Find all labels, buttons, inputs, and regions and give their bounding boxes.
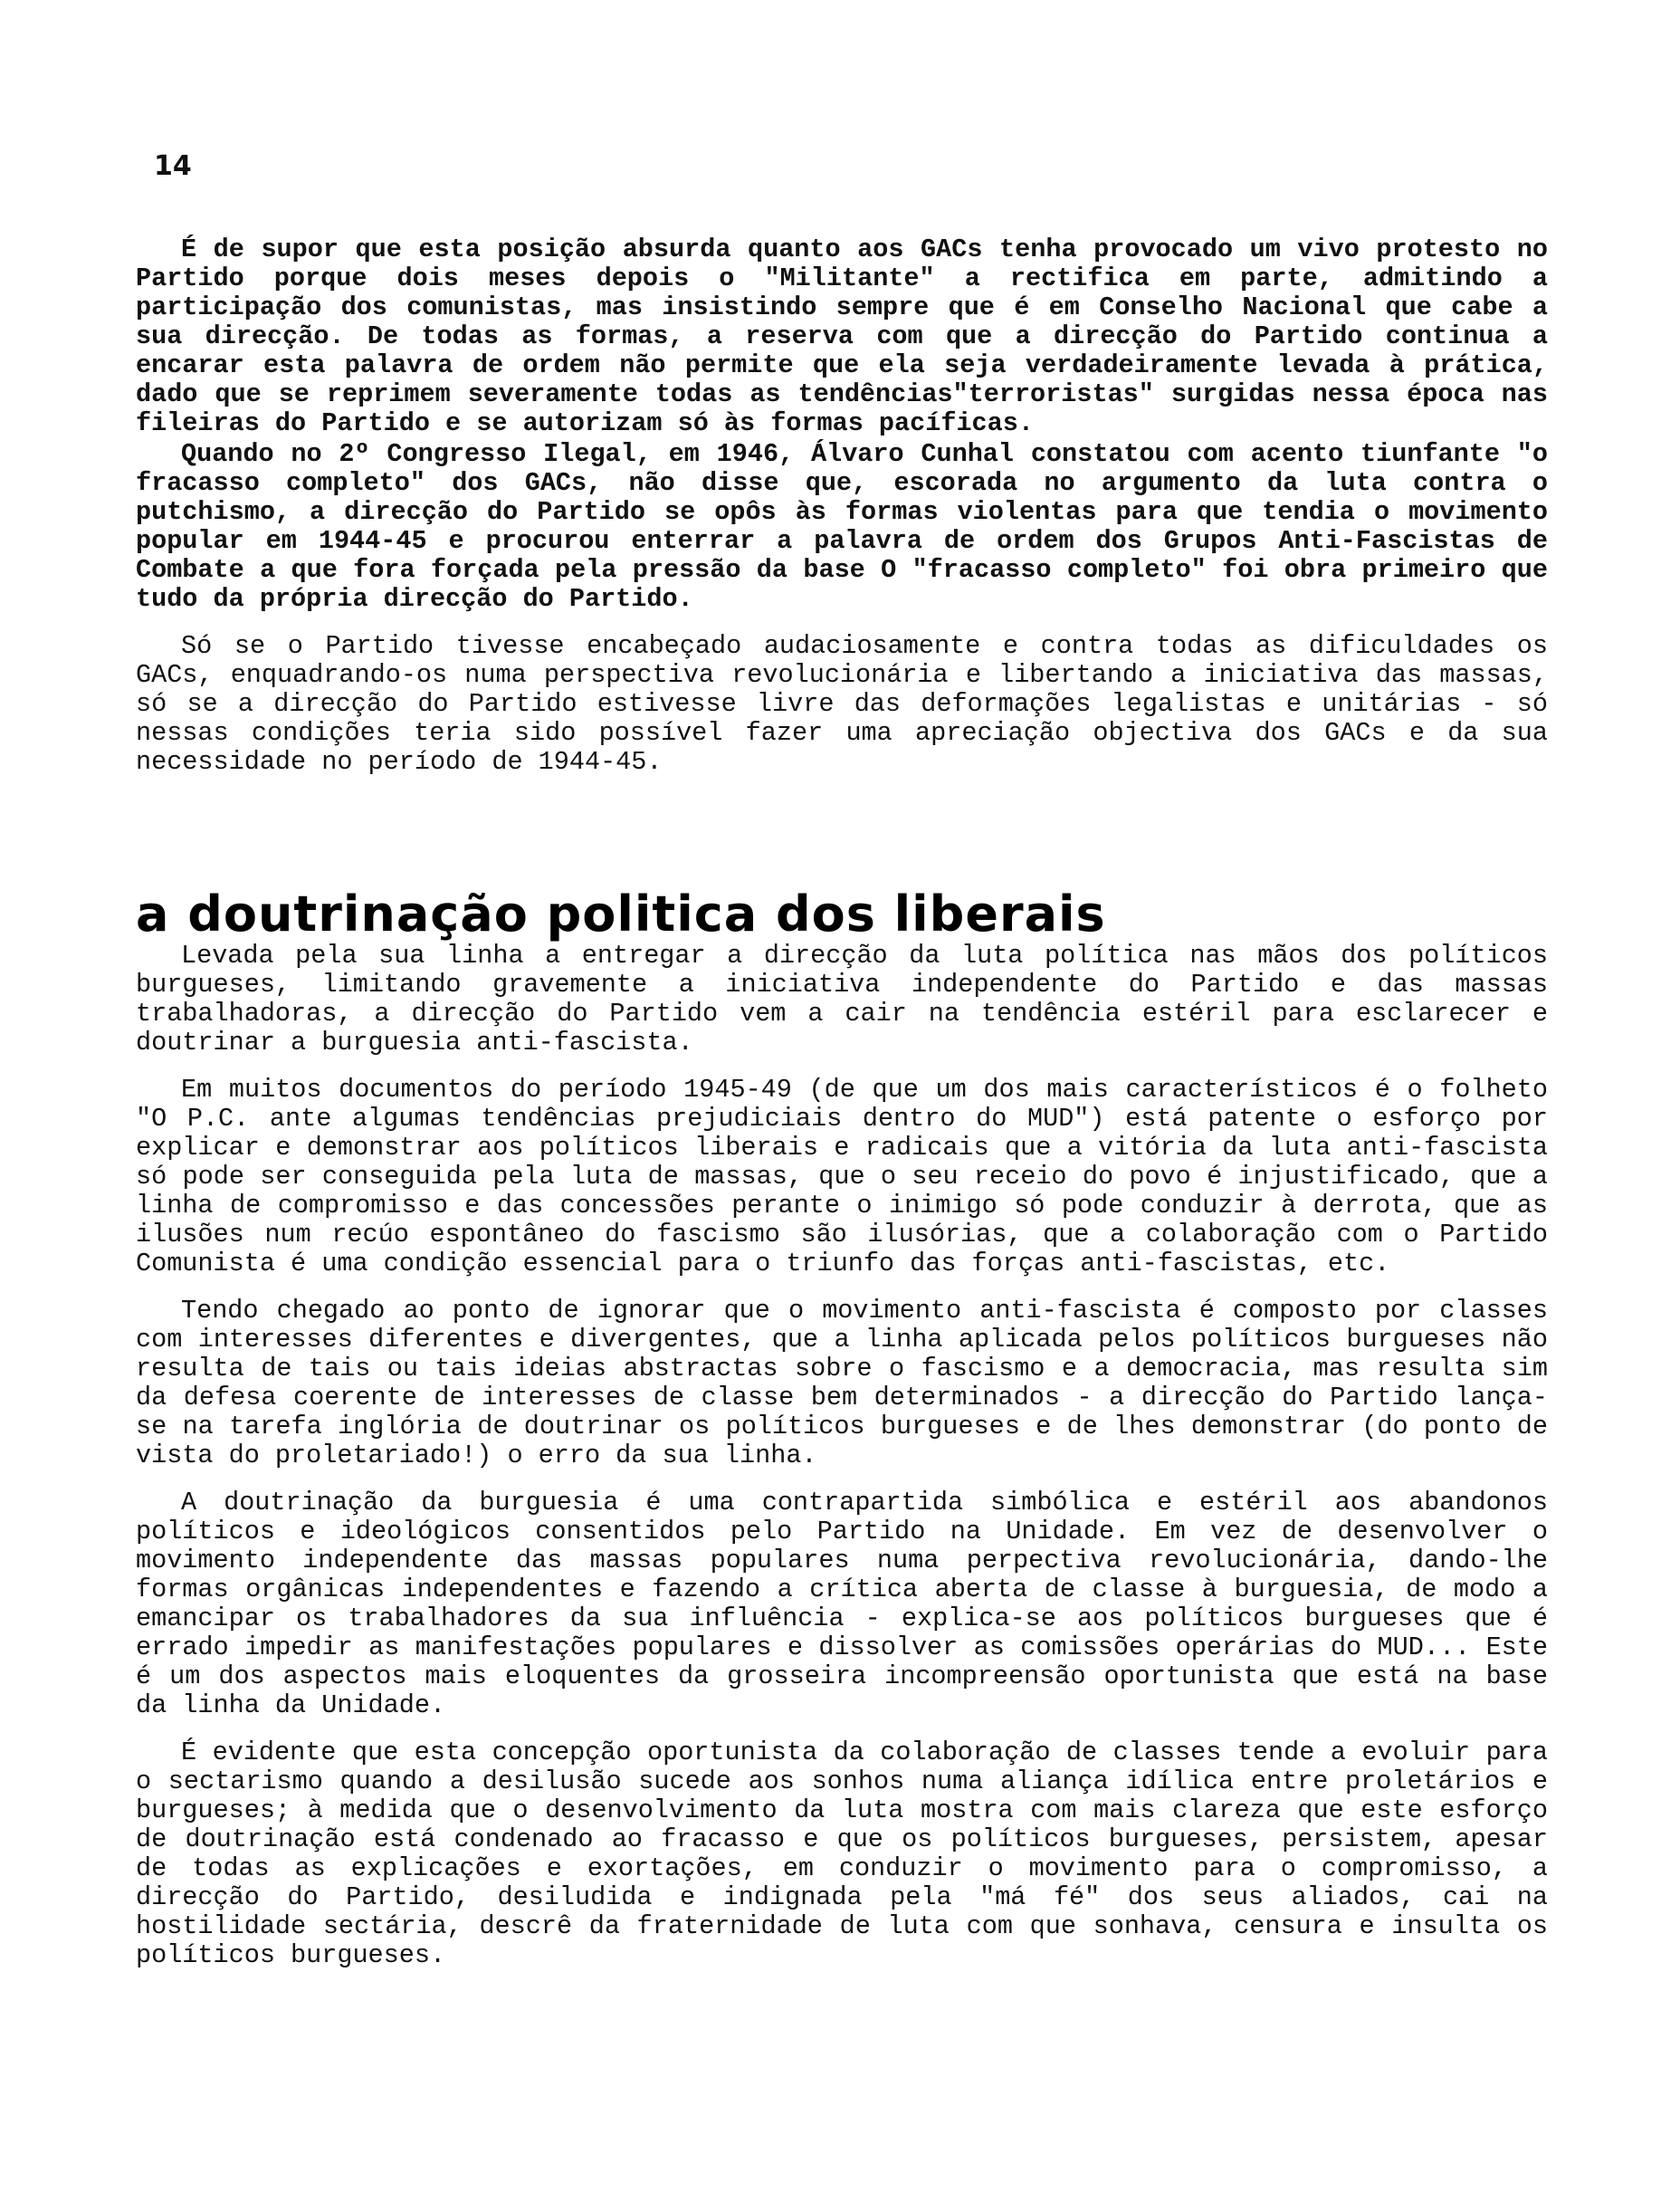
section-gacs <box>136 235 1548 795</box>
section-heading: a doutrinação politica dos liberais <box>136 886 1106 943</box>
paragraph: Tendo chegado ao ponto de ignorar que o movimento anti-fascista é composto por classes com interesses diferentes e divergentes, que a linha aplicada pelos políticos burgueses não resulta de tais ou tais ideias abstractas sobre o fascismo e a democracia, mas resulta sim da defesa coerente de interesses de classe bem determinados - a direcção do Partido lança-se na tarefa inglória de doutrinar os políticos burgueses e de lhes demonstrar (do ponto de vista do proletariado!) o erro da sua linha. <box>136 1296 1548 1470</box>
paragraph: É de supor que esta posição absurda quanto aos GACs tenha provocado um vivo protesto no Partido porque dois meses depois o "Militante" a rectifica em parte, admitindo a participação dos comunistas, mas insistindo sempre que é em Conselho Nacional que cabe a sua direcção. De todas as formas, a reserva com que a direcção do Partido continua a encarar esta palavra de ordem não permite que ela seja verdadeiramente levada à prática, dado que se reprimem severamente todas as tendências"terroristas" surgidas nessa época nas fileiras do Partido e se autorizam só às formas pacíficas. <box>136 235 1548 438</box>
section-doutrinacao <box>136 942 1548 1988</box>
paragraph: Em muitos documentos do período 1945-49 (de que um dos mais característicos é o folheto "O P.C. ante algumas tendências prejudiciais dentro do MUD") está patente o esforço por explicar e demonstrar aos políticos liberais e radicais que a vitória da luta anti-fascista só pode ser conseguida pela luta de massas, que o seu receio do povo é injustificado, que a linha de compromisso e das concessões perante o inimigo só pode conduzir à derrota, que as ilusões num recúo espontâneo do fascismo são ilusórias, que a colaboração com o Partido Comunista é uma condição essencial para o triunfo das forças anti-fascistas, etc. <box>136 1075 1548 1278</box>
paragraph: A doutrinação da burguesia é uma contrapartida simbólica e estéril aos abandonos políticos e ideológicos consentidos pelo Partido na Unidade. Em vez de desenvolver o movimento independente das massas populares numa perpectiva revolucionária, dando-lhe formas orgânicas independentes e fazendo a crítica aberta de classe à burguesia, de modo a emancipar os trabalhadores da sua influência - explica-se aos políticos burgueses que é errado impedir as manifestações populares e dissolver as comissões operárias do MUD... Este é um dos aspectos mais eloquentes da grosseira incompreensão oportunista que está na base da linha da Unidade. <box>136 1488 1548 1720</box>
paragraph: Só se o Partido tivesse encabeçado audaciosamente e contra todas as dificuldades os GACs, enquadrando-os numa perspectiva revolucionária e libertando a iniciativa das massas, só se a direcção do Partido estivesse livre das deformações legalistas e unitárias - só nessas condições teria sido possível fazer uma apreciação objectiva dos GACs e da sua necessidade no período de 1944-45. <box>136 631 1548 777</box>
page-number: 14 <box>154 150 192 182</box>
paragraph: É evidente que esta concepção oportunista da colaboração de classes tende a evoluir para o sectarismo quando a desilusão sucede aos sonhos numa aliança idílica entre proletários e burgueses; à medida que o desenvolvimento da luta mostra com mais clareza que este esforço de doutrinação está condenado ao fracasso e que os políticos burgueses, persistem, apesar de todas as explicações e exortações, em conduzir o movimento para o compromisso, a direcção do Partido, desiludida e indignada pela "má fé" dos seus aliados, cai na hostilidade sectária, descrê da fraternidade de luta com que sonhava, censura e insulta os políticos burgueses. <box>136 1738 1548 1970</box>
paragraph: Levada pela sua linha a entregar a direcção da luta política nas mãos dos políticos burgueses, limitando gravemente a iniciativa independente do Partido e das massas trabalhadoras, a direcção do Partido vem a cair na tendência estéril para esclarecer e doutrinar a burguesia anti-fascista. <box>136 941 1548 1058</box>
paragraph: Quando no 2º Congresso Ilegal, em 1946, Álvaro Cunhal constatou com acento tiunfante "o fracasso completo" dos GACs, não disse que, escorada no argumento da luta contra o putchismo, a direcção do Partido se opôs às formas violentas para que tendia o movimento popular em 1944-45 e procurou enterrar a palavra de ordem dos Grupos Anti-Fascistas de Combate a que fora forçada pela pressão da base O "fracasso completo" foi obra primeiro que tudo da própria direcção do Partido. <box>136 439 1548 614</box>
